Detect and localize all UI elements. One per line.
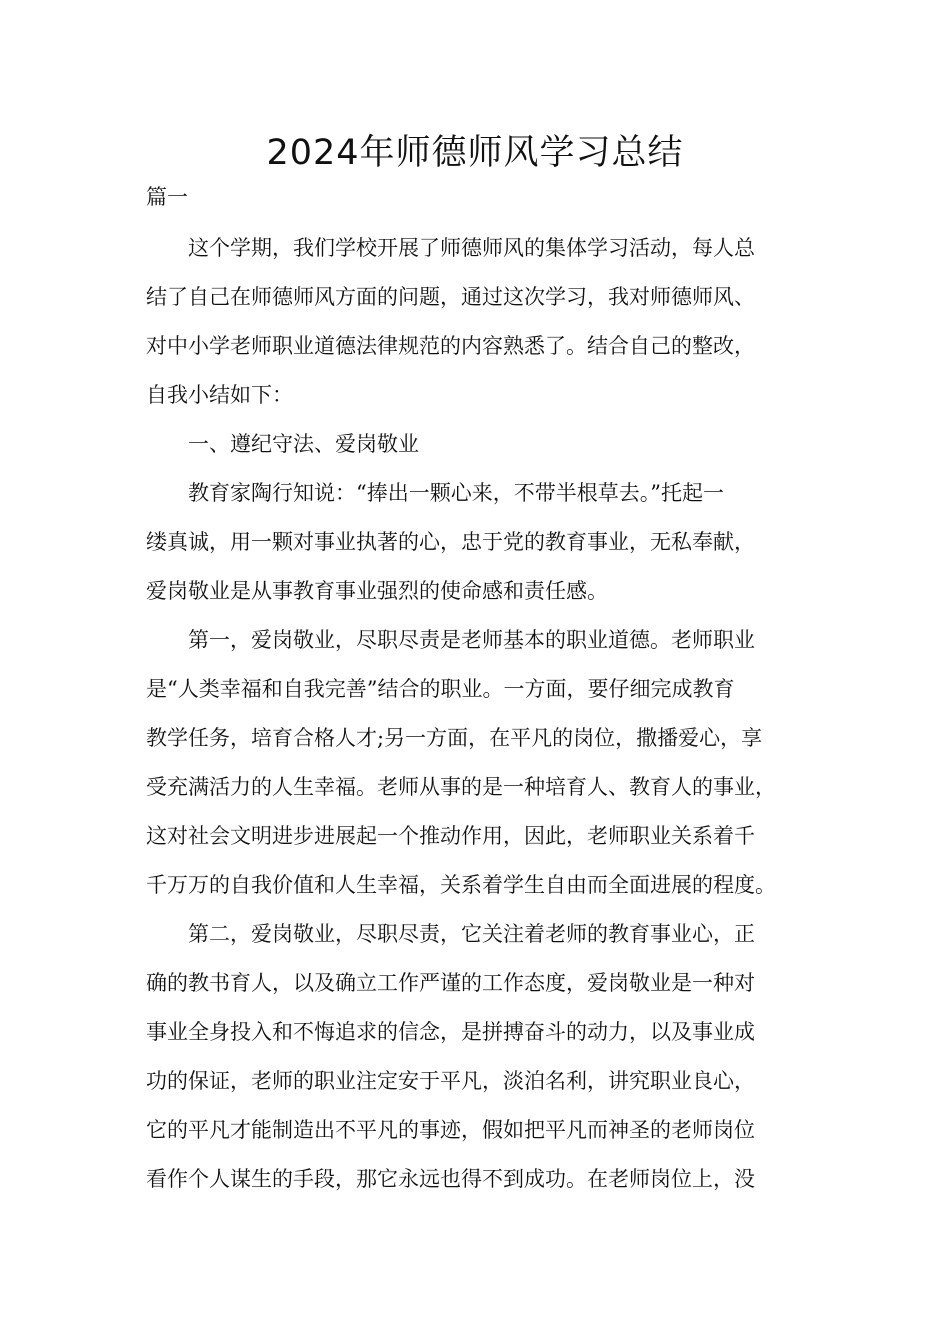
text-line: 缕真诚，用一颗对事业执著的心，忠于党的教育事业，无私奉献， bbox=[146, 530, 755, 554]
text-line: 教育家陶行知说：“捧出一颗心来，不带半根草去。”托起一 bbox=[188, 481, 724, 505]
text-line: 看作个人谋生的手段，那它永远也得不到成功。在老师岗位上，没 bbox=[146, 1167, 755, 1191]
paragraph bbox=[146, 616, 810, 910]
text-line: 这个学期，我们学校开展了师德师风的集体学习活动，每人总 bbox=[188, 236, 755, 260]
text-line: 对中小学老师职业道德法律规范的内容熟悉了。结合自己的整改， bbox=[146, 334, 755, 358]
text-line: 结了自己在师德师风方面的问题，通过这次学习，我对师德师风、 bbox=[146, 285, 755, 309]
text-line: 一、遵纪守法、爱岗敬业 bbox=[188, 432, 419, 456]
paragraph-heading bbox=[146, 420, 810, 469]
section-label: 篇一 bbox=[146, 185, 188, 209]
text-line: 是“人类幸福和自我完善”结合的职业。一方面，要仔细完成教育 bbox=[146, 677, 735, 701]
document-title: 2024年师德师风学习总结 bbox=[266, 133, 684, 173]
text-line: 受充满活力的人生幸福。老师从事的是一种培育人、教育人的事业， bbox=[146, 775, 776, 799]
document-body bbox=[146, 224, 810, 1204]
paragraph bbox=[146, 469, 810, 616]
text-line: 这对社会文明进步进展起一个推动作用，因此，老师职业关系着千 bbox=[146, 824, 755, 848]
text-line: 自我小结如下： bbox=[146, 383, 293, 407]
text-line: 千万万的自我价值和人生幸福，关系着学生自由而全面进展的程度。 bbox=[146, 873, 776, 897]
text-line: 它的平凡才能制造出不平凡的事迹，假如把平凡而神圣的老师岗位 bbox=[146, 1118, 755, 1142]
paragraph bbox=[146, 224, 810, 420]
text-line: 确的教书育人，以及确立工作严谨的工作态度，爱岗敬业是一种对 bbox=[146, 971, 755, 995]
text-line: 教学任务，培育合格人才;另一方面，在平凡的岗位，撒播爱心，享 bbox=[146, 726, 763, 750]
text-line: 第二，爱岗敬业，尽职尽责，它关注着老师的教育事业心，正 bbox=[188, 922, 755, 946]
text-line: 功的保证，老师的职业注定安于平凡，淡泊名利，讲究职业良心， bbox=[146, 1069, 755, 1093]
paragraph bbox=[146, 910, 810, 1204]
text-line: 事业全身投入和不悔追求的信念，是拼搏奋斗的动力，以及事业成 bbox=[146, 1020, 755, 1044]
text-line: 第一，爱岗敬业，尽职尽责是老师基本的职业道德。老师职业 bbox=[188, 628, 755, 652]
text-line: 爱岗敬业是从事教育事业强烈的使命感和责任感。 bbox=[146, 579, 608, 603]
